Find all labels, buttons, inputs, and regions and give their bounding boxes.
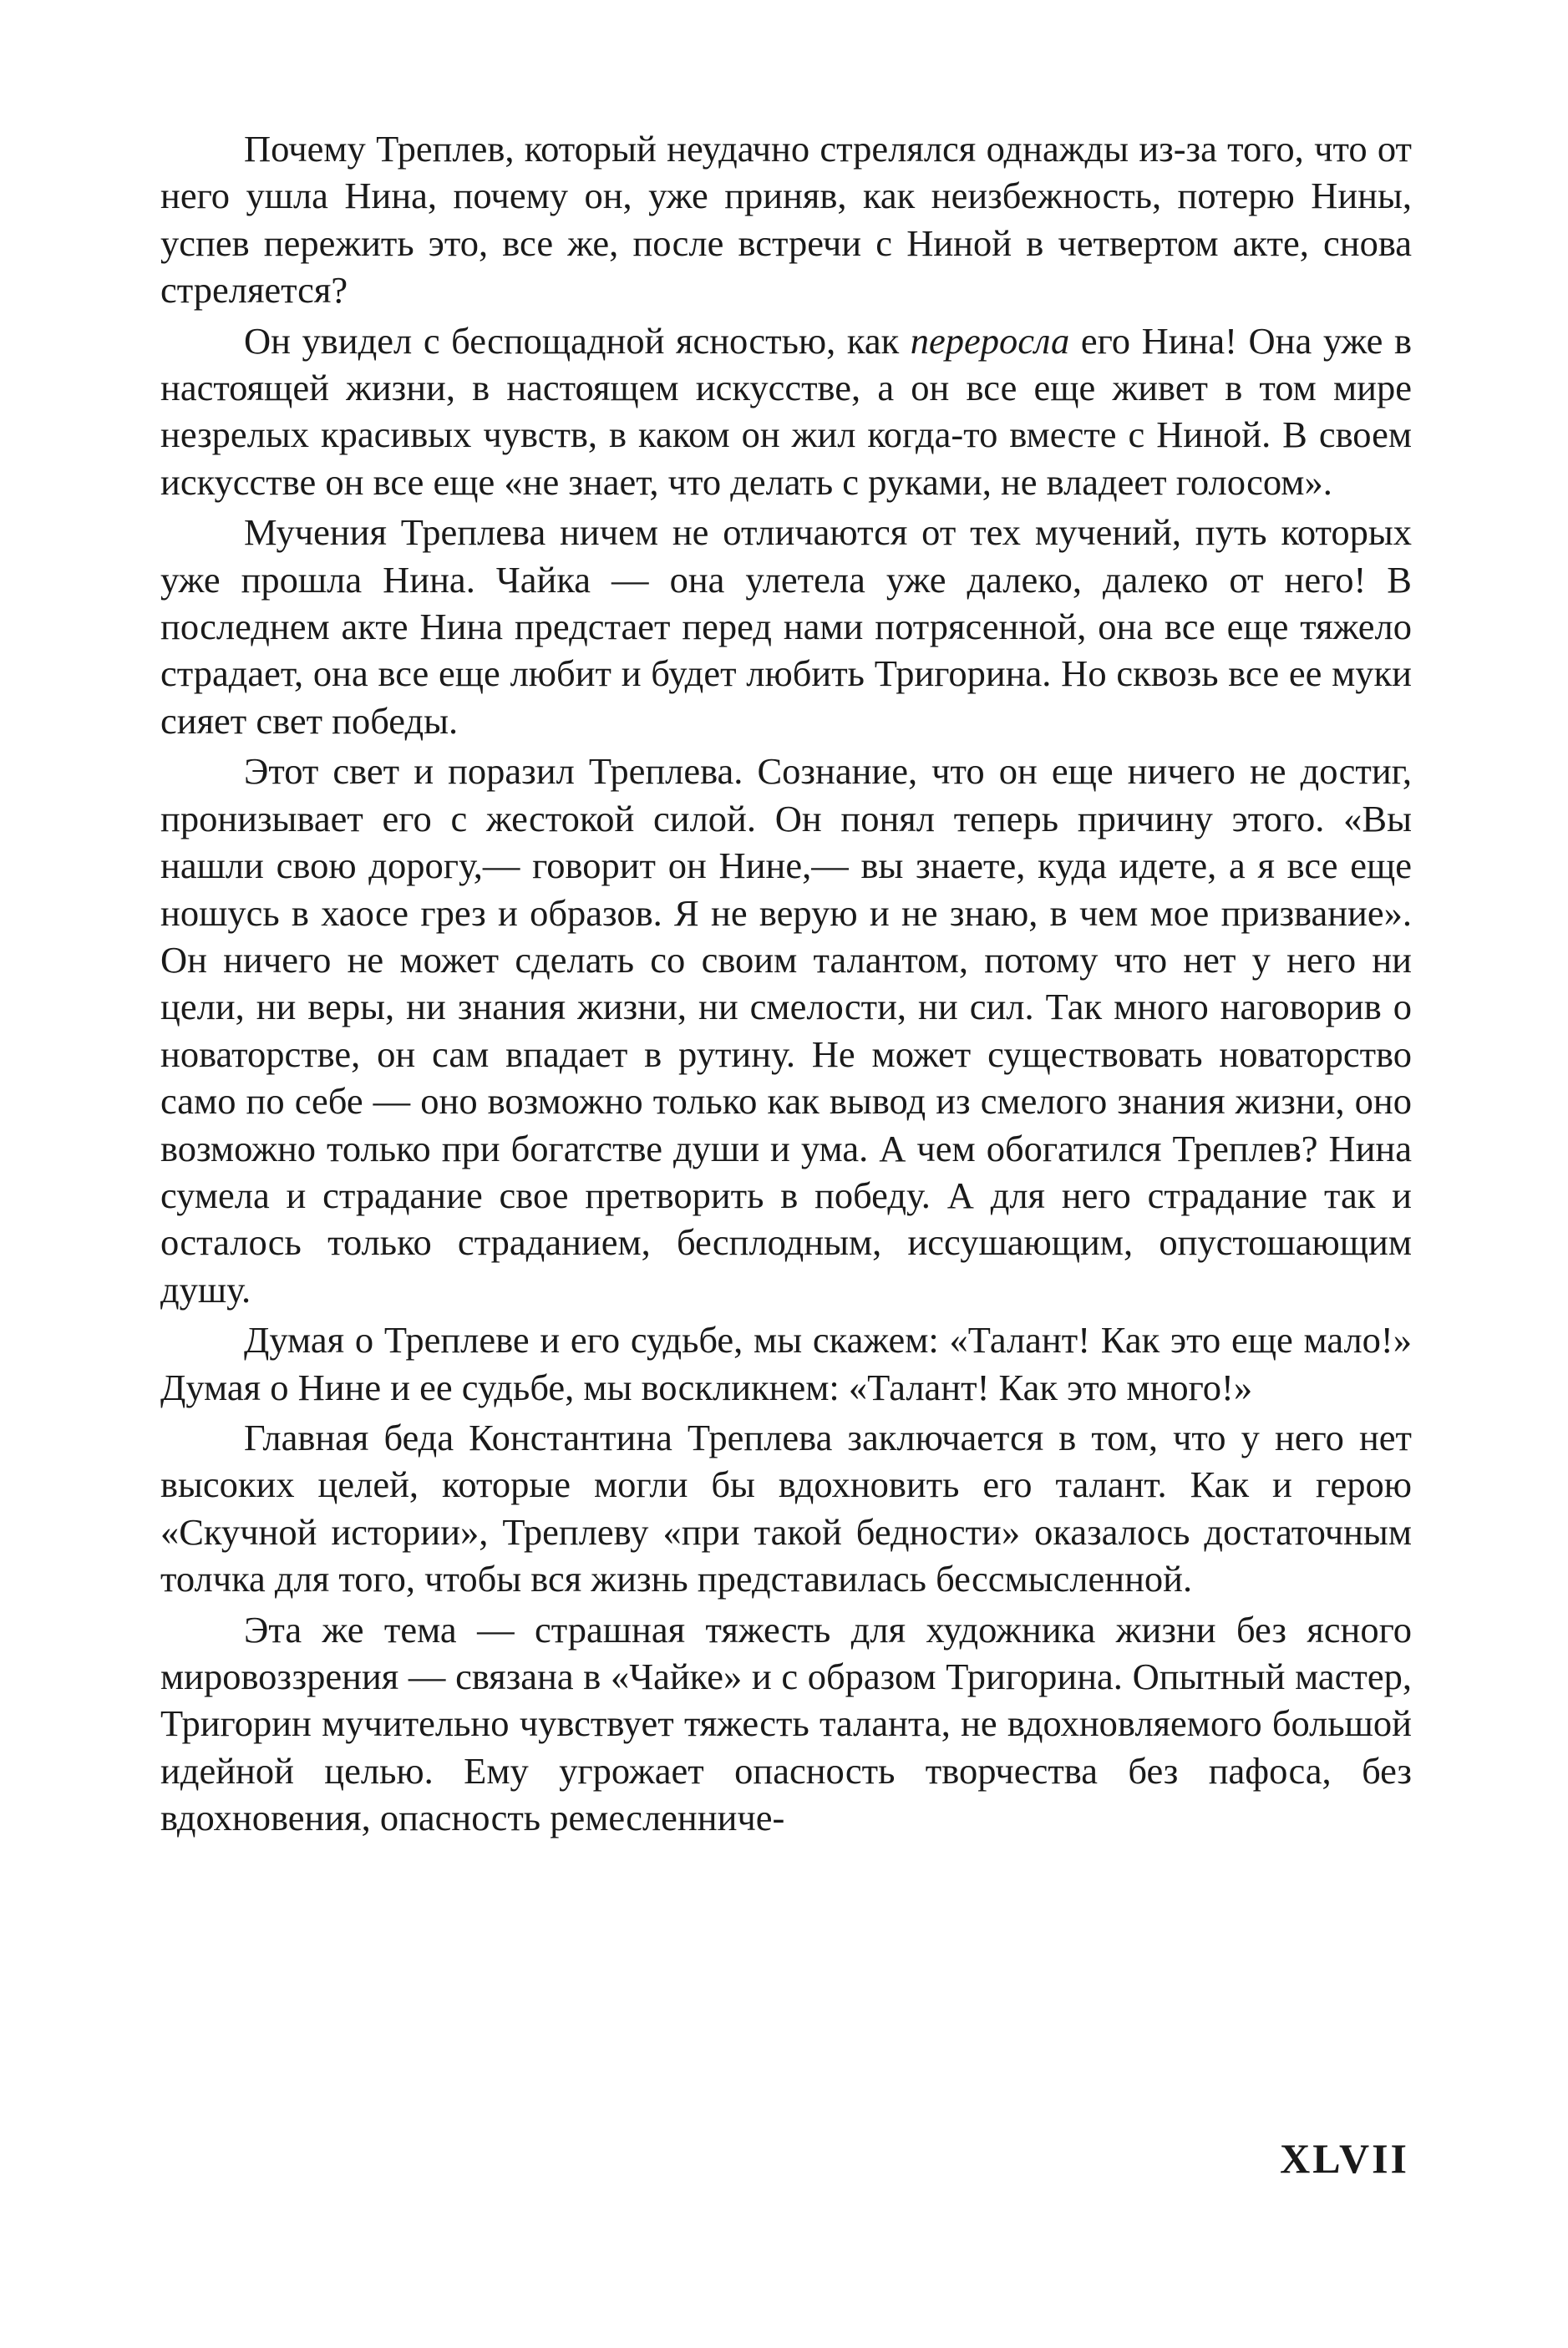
paragraph-1: Почему Треплев, который неудачно стрелялся однажды из-за того, что от него ушла Нина, почему он, уже приняв, как неизбежность, потерю Нины, успев пережить это, все же, после встречи с Ниной в четвертом акте, снова стреляется? — [160, 128, 1412, 312]
paragraph-2-start: Он увидел с беспощадной ясностью, как — [244, 319, 911, 362]
paragraph-5: Думая о Треплеве и его судьбе, мы скажем: «Талант! Как это еще мало!» Думая о Нине и ее судьбе, мы воскликнем: «Талант! Как это много!» — [160, 1319, 1412, 1408]
paragraph-6: Главная беда Константина Треплева заключается в том, что у него нет высоких целей, которые могли бы вдохновить его талант. Как и герою «Скучной истории», Треплеву «при такой бедности» оказалось достаточным толчка для того, чтобы вся жизнь представилась бессмысленной. — [160, 1416, 1412, 1600]
page-number: XLVII — [1280, 2135, 1409, 2182]
paragraph-2-emphasis: переросла — [910, 319, 1070, 362]
page-text — [160, 125, 1412, 1845]
paragraph-3: Мучения Треплева ничем не отличаются от тех мучений, путь которых уже прошла Нина. Чайка — она улетела уже далеко, далеко от него! В последнем акте Нина предстает перед нами потрясенной, она все еще тяжело страдает, она все еще любит и будет любить Тригорина. Но сквозь все ее муки сияет свет победы. — [160, 511, 1412, 742]
paragraph-2-end: его Нина! Она уже в настоящей жизни, в настоящем искусстве, а он все еще живет в том мире незрелых красивых чувств, в каком он жил когда-то вместе с Ниной. В своем искусстве он все еще «не знает, что делать с руками, не владеет голосом». — [160, 319, 1412, 503]
paragraph-2 — [160, 317, 1412, 506]
paragraph-4: Этот свет и поразил Треплева. Сознание, что он еще ничего не достиг, пронизывает его с жестокой силой. Он понял теперь причину этого. «Вы нашли свою дорогу,— говорит он Нине,— вы знаете, куда идете, а я все еще ношусь в хаосе грез и образов. Я не верую и не знаю, в чем мое призвание». Он ничего не может сделать со своим талантом, потому что нет у него ни цели, ни веры, ни знания жизни, ни смелости, ни сил. Так много наговорив о новаторстве, он сам впадает в рутину. Не может существовать новаторство само по себе — оно возможно только как вывод из смелого знания жизни, оно возможно только при богатстве души и ума. А чем обогатился Треплев? Нина сумела и страдание свое претворить в победу. А для него страдание так и осталось только страданием, бесплодным, иссушающим, опустошающим душу. — [160, 750, 1412, 1311]
paragraph-7: Эта же тема — страшная тяжесть для художника жизни без ясного мировоззрения — связана в «Чайке» и с образом Тригорина. Опытный мастер, Тригорин мучительно чувствует тяжесть таланта, не вдохновляемого большой идейной целью. Ему угрожает опасность творчества без пафоса, без вдохновения, опасность ремесленниче- — [160, 1608, 1412, 1839]
